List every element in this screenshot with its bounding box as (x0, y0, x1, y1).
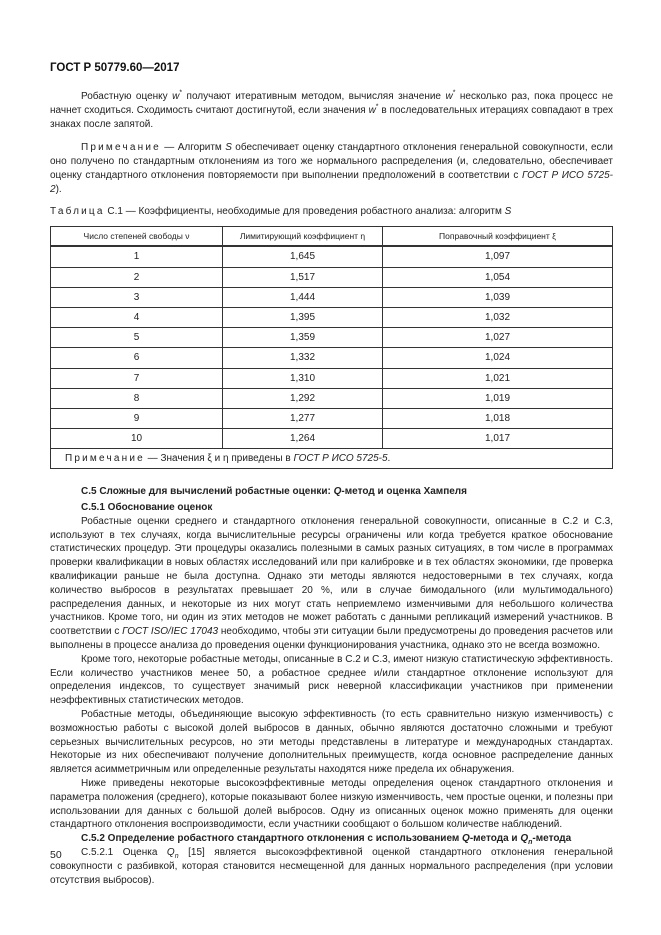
page-body (50, 90, 613, 887)
cell: 1,019 (383, 388, 613, 408)
section-c52-heading (50, 832, 613, 846)
paragraph-robust-methods: Робастные методы, объединяющие высокую эффективность (то есть сравнительно низкую изменчивость) с возможностью работы с высокой долей выбросов в данных, обычно являются достаточно сложными и требуют серьезных вычислительных ресурсов, но эти методы представлены в литературе и международных стандартах. Некоторые из них обеспечивают получение дополнительных преимуществ, когда основное распределение данных является асимметричным или определенные результаты находятся ниже предела их обнаружения. (50, 709, 613, 776)
text: [15] является высокоэффективной оценкой стандартного отклонения генеральной совокупности с разбивкой, которая становится несмещенной для данных нормального распределения (при условии отсутствия выбросов). (50, 846, 613, 886)
cell: 1,054 (383, 267, 613, 287)
document-header: ГОСТ Р 50779.60—2017 (50, 62, 180, 74)
note-label: Примечание (65, 453, 145, 465)
section-c5-heading (50, 485, 613, 499)
cell: 1,310 (223, 368, 383, 388)
sub-n: n (174, 852, 179, 860)
table-row (51, 267, 613, 287)
var-w: w (368, 104, 376, 116)
caption-label: Таблица (50, 205, 105, 217)
paragraph-iteration (50, 90, 613, 131)
sub-n: n (528, 839, 533, 847)
cell: 3 (51, 287, 223, 307)
table-row (51, 368, 613, 388)
text: -метода и (469, 833, 521, 845)
coefficients-table (50, 226, 613, 469)
var-w: w (172, 91, 180, 102)
cell: 1,277 (223, 408, 383, 428)
cell: 1,264 (223, 429, 383, 449)
text: необходимо, чтобы эти ситуации были предусмотрены до проведения расчетов или выполнены в процессе анализа до проведения оценки функционирования участника, однако это не всегда возможно. (50, 626, 613, 652)
table-note-row (51, 449, 613, 469)
var-q: Q (333, 486, 342, 498)
sup: * (179, 89, 183, 97)
cell: 1,517 (223, 267, 383, 287)
cell: 1 (51, 246, 223, 267)
var-q: Q (166, 846, 175, 858)
sup: * (375, 103, 379, 111)
cell: 4 (51, 307, 223, 327)
cell: 7 (51, 368, 223, 388)
text: в последовательных итерациях совпадают в трех знаках после запятой. (50, 104, 614, 130)
cell: 1,444 (223, 287, 383, 307)
standard-reference: ГОСТ ISO/IEC 17043 (122, 626, 219, 638)
section-c51-heading: С.5.1 Обоснование оценок (81, 502, 213, 514)
paragraph-qn-estimate (50, 846, 613, 887)
cell: 2 (51, 267, 223, 287)
sup: * (452, 89, 456, 97)
cell: 1,359 (223, 328, 383, 348)
header-degrees-freedom: Число степеней свободы ν (51, 227, 223, 247)
cell: 6 (51, 348, 223, 368)
cell: 1,017 (383, 429, 613, 449)
table-row (51, 307, 613, 327)
table-row (51, 429, 613, 449)
var-w: w (445, 91, 453, 102)
var-q: Q (462, 833, 470, 845)
paragraph-efficiency: Кроме того, некоторые робастные методы, описанные в С.2 и С.3, имеют низкую статистическую эффективность. Если количество участников менее 50, а робастное среднее и/или стандартное отклонение используют для определения индексов, то существует значимый риск неверной классификации участников при применении неэффективных статистических методов. (50, 653, 613, 707)
cell: 1,024 (383, 348, 613, 368)
header-correction-coef: Поправочный коэффициент ξ (383, 227, 613, 247)
text: несколько раз, пока процесс не начнет сходиться. Сходимость считают достигнутой, если значения (50, 91, 614, 116)
header-limiting-coef: Лимитирующий коэффициент η (223, 227, 383, 247)
var-s: S (504, 205, 512, 217)
paragraph-high-efficiency: Ниже приведены некоторые высокоэффективные методы определения оценок стандартного отклонения и параметра положения (среднего), которые показывают более низкую изменчивость, чем простые оценки, и полезны при использовании для данных с большой долей выбросов. Одну из описанных оценок можно применять для оценки стандартного отклонения воспроизводимости, если участники сообщают о большом количестве наблюдений. (50, 777, 613, 831)
var-s: S (225, 142, 232, 154)
table-row (51, 388, 613, 408)
cell: 10 (51, 429, 223, 449)
note-label: Примечание (81, 142, 161, 154)
note-algorithm-s (50, 141, 613, 196)
text: -метода (532, 833, 572, 845)
cell: 1,039 (383, 287, 613, 307)
cell: 1,395 (223, 307, 383, 327)
text: С.5.2 Определение робастного стандартного отклонения с использованием (81, 833, 463, 845)
cell: 9 (51, 408, 223, 428)
cell: 1,645 (223, 246, 383, 267)
cell: 1,332 (223, 348, 383, 368)
text: С.5 Сложные для вычислений робастные оценки: (81, 486, 334, 498)
cell: 5 (51, 328, 223, 348)
table-row (51, 287, 613, 307)
table-row (51, 348, 613, 368)
var-q: Q (520, 833, 529, 845)
cell: 1,018 (383, 408, 613, 428)
paragraph-rationale (50, 515, 613, 653)
table-row (51, 408, 613, 428)
text: — Значения ξ и η приведены в (144, 453, 294, 465)
table-row (51, 246, 613, 267)
text: -метод и оценка Хампеля (341, 486, 467, 498)
text: получают итеративным методом, вычисляя значение (182, 91, 446, 102)
text: Робастные оценки среднего и стандартного отклонения генеральной совокупности, описанные в С.2 и С.3, используют в тех случаях, когда вычислительные ресурсы ограничены или когда требуется краткое обоснование статистических процедур. Эти процедуры оказались полезными в самых разных ситуациях, в том числе в программах проверки квалификации в новых областях исследований или при калибровке и в тех областях экономики, где проверка квалификации раньше не была доступна. Однако эти методы являются недостоверными в тех случаях, когда количество выбросов в результатах превышает 20 %, или в случае бимодального (или мультимодального) распределения данных, и некоторые из них могут стать неприемлемо изменчивыми для небольшого количества участников. Кроме того, ни один из этих методов не может работать с данными репликаций измерений участников. В соответствии с (50, 515, 613, 638)
cell: 1,021 (383, 368, 613, 388)
text: С.5.2.1 Оценка (81, 846, 167, 858)
table-caption (50, 205, 613, 219)
standard-reference: ГОСТ Р ИСО 5725-2 (50, 169, 613, 195)
text: . (387, 453, 391, 465)
page-number: 50 (50, 849, 62, 861)
caption-text: С.1 — Коэффициенты, необходимые для проведения робастного анализа: алгоритм (104, 205, 505, 217)
table-header-row (51, 227, 613, 247)
table-row (51, 328, 613, 348)
cell: 1,097 (383, 246, 613, 267)
cell: 8 (51, 388, 223, 408)
text: обеспечивает оценку стандартного отклонения генеральной совокупности, если оно получено по стандартным отклонениям из того же нормального распределения (и, следовательно, обеспечивает оценку стандартного отклонения повторяемости при выполнении предположений в соответствии с (50, 142, 613, 181)
text: Робастную оценку (81, 91, 173, 102)
table-note (51, 449, 613, 469)
text: ). (55, 183, 62, 195)
standard-reference: ГОСТ Р ИСО 5725-5 (293, 453, 388, 465)
cell: 1,032 (383, 307, 613, 327)
cell: 1,027 (383, 328, 613, 348)
cell: 1,292 (223, 388, 383, 408)
text: — Алгоритм (160, 142, 226, 154)
